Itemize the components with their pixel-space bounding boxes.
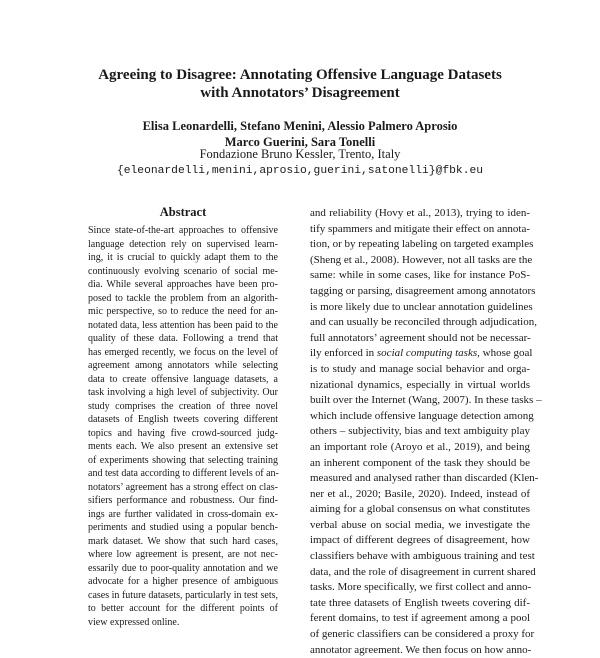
abstract-line: task involving a high level of subjectivity. Our — [88, 387, 278, 398]
abstract-line: ments each. We also present an extensive set — [88, 441, 278, 452]
body-text-span: whose goal — [479, 347, 533, 360]
body-line: which include offensive language detection among — [310, 409, 534, 422]
body-line: and can usually be reconciled through adjudication, — [310, 316, 537, 329]
body-line: is to study and manage social behavior and orga- — [310, 362, 530, 375]
abstract-line: datasets of English tweets covering different — [88, 414, 278, 425]
body-line: classifiers behave with ambiguous training and test — [310, 550, 535, 563]
abstract-line: has emerged recently, we focus on the level of — [88, 346, 278, 358]
body-text-span: ily enforced in — [310, 347, 377, 360]
abstract-line: ing, it is crucial to quickly adapt them to the — [88, 252, 278, 263]
body-line: data, and the role of disagreement in current shared — [310, 565, 536, 578]
body-line: impact of different degrees of disagreement, how — [310, 534, 530, 547]
abstract-line: notators’ agreement has a strong effect on clas- — [88, 481, 278, 493]
abstract-line: and test data according to different levels of an- — [88, 468, 279, 479]
body-line: same: while in some cases, like for instance PoS- — [310, 269, 530, 282]
abstract-line: essarily due to poor-quality annotation and we — [88, 562, 278, 574]
abstract-line: notated data, less attention has been paid to the — [88, 319, 278, 331]
abstract-line: quality of these data. Following a trend that — [88, 333, 278, 344]
abstract-line: dia. While several approaches have been pro- — [88, 279, 278, 290]
body-line: and reliability (Hovy et al., 2013), trying to iden- — [310, 207, 530, 219]
abstract-line: posed to tackle the problem from an algorith- — [88, 292, 278, 304]
abstract-line: continuously evolving scenario of social me- — [88, 265, 278, 277]
abstract-line: mark dataset. We show that such hard cases, — [88, 535, 278, 547]
title-line: with Annotators’ Disagreement — [200, 85, 400, 101]
body-line: tate three datasets of English tweets covering dif- — [310, 596, 530, 609]
body-line: tion, or by repeating labeling on targeted examples — [310, 238, 534, 251]
body-line: full annotators’ agreement should not be necessar- — [310, 331, 531, 344]
abstract-line: advocate for a higher presence of ambiguous — [88, 576, 278, 587]
author-email: {eleonardelli,menini,aprosio,guerini,satonelli}@fbk.eu — [116, 165, 484, 177]
body-line: verbal abuse on social media, we investigate the — [310, 518, 530, 531]
body-line: is more likely due to unclear annotation guidelines — [310, 300, 533, 313]
abstract-line: where low agreement is present, are not nec- — [88, 549, 278, 560]
italic-term: social computing tasks, — [376, 347, 480, 360]
body-line: tagging or parsing, disagreement among annotators — [310, 284, 536, 297]
body-line: (Sheng et al., 2008). However, not all tasks are the — [310, 253, 533, 266]
body-line: of generic classifiers can be considered a proxy for — [310, 628, 535, 641]
body-line: tasks. More specifically, we first collect and anno- — [310, 581, 532, 594]
paper-title — [60, 66, 540, 102]
abstract-line: cases in future datasets, particularly in test sets, — [88, 589, 278, 601]
body-line: annotator agreement. We then focus on how anno- — [310, 643, 532, 656]
abstract-line: to better account for the different points of — [88, 603, 278, 614]
affiliation: Fondazione Bruno Kessler, Trento, Italy — [199, 147, 401, 161]
abstract-line: of experiments showing that selecting training — [88, 454, 278, 466]
abstract-line: view expressed online. — [88, 616, 180, 628]
body-line: aiming for a global consensus on what constitutes — [310, 503, 530, 516]
abstract-line: language detection rely on supervised learn- — [88, 238, 278, 250]
abstract-line: periments and studied using a popular bench- — [88, 522, 278, 533]
abstract-line: sifiers performance and robustness. Our find- — [88, 495, 278, 506]
abstract-line: data to create offensive language datasets, a — [88, 373, 278, 385]
author-line: Marco Guerini, Sara Tonelli — [224, 134, 376, 149]
body-line: built over the Internet (Wang, 2007). In these tasks – — [310, 394, 542, 407]
abstract-line: topics and having five crowd-sourced judg- — [88, 427, 278, 439]
body-line: an important role (Aroyo et al., 2019), and being — [310, 440, 530, 453]
body-text-column — [310, 206, 542, 658]
abstract-line: agreement among annotators while selecting — [88, 360, 278, 371]
body-line: an inherent component of the task they should be — [310, 456, 530, 469]
abstract-heading: Abstract — [159, 205, 207, 219]
body-line: tify spammers and mitigate their effect on annota- — [310, 222, 531, 235]
abstract-line: ings are further validated in cross-domain ex- — [88, 508, 278, 520]
body-line: nizational dynamics, especially in virtual worlds — [310, 378, 530, 391]
body-line: ferent domains, to test if agreement among a pool — [310, 612, 530, 625]
title-line: Agreeing to Disagree: Annotating Offensive Language Datasets — [98, 67, 502, 83]
body-line — [310, 346, 533, 362]
body-line: measured and analysed rather than discarded (Klen- — [310, 472, 539, 485]
body-line: others – subjectivity, bias and text ambiguity play — [310, 425, 530, 438]
abstract-text — [88, 224, 278, 629]
abstract-line: mic perspective, so to reduce the need for an- — [88, 306, 278, 317]
body-line: ner et al., 2020; Basile, 2020). Indeed, instead of — [310, 487, 530, 500]
abstract-line: Since state-of-the-art approaches to offensive — [88, 225, 278, 236]
abstract-line: study comprises the creation of three novel — [88, 400, 278, 412]
author-line: Elisa Leonardelli, Stefano Menini, Alessio Palmero Aprosio — [142, 119, 458, 133]
